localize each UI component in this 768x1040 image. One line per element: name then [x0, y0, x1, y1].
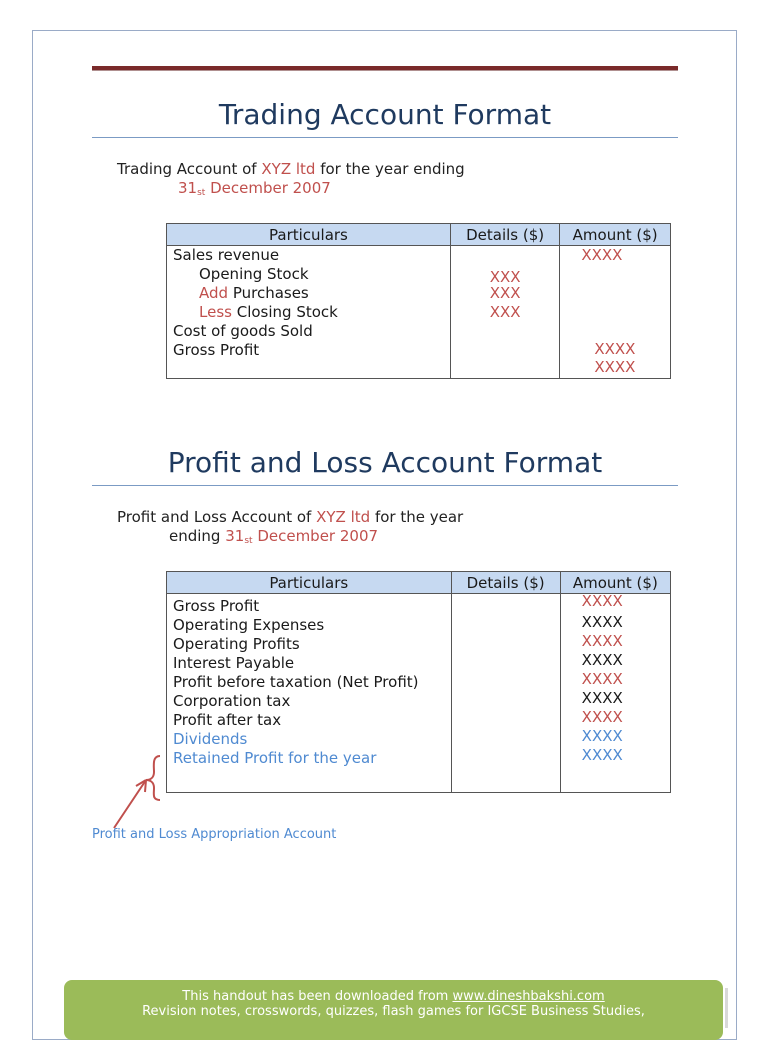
pl-amount-cell: [560, 594, 670, 793]
trading-body-row: [167, 246, 671, 379]
pl-row-label: Profit before taxation (Net Profit): [173, 673, 419, 691]
pl-row-label: Corporation tax: [173, 692, 291, 710]
amount-sales: XXXX: [581, 246, 623, 264]
footer-banner: [64, 980, 723, 1040]
pl-table: [166, 571, 671, 793]
pl-particulars-cell: [167, 594, 452, 793]
trading-amount-cell: [560, 246, 671, 379]
row-gross-profit: Gross Profit: [173, 341, 260, 359]
detail-value: XXX: [489, 303, 521, 321]
pl-title: Profit and Loss Account Format: [167, 446, 603, 479]
header-details: Details ($): [450, 224, 559, 246]
appropriation-arrow-icon: [108, 752, 168, 832]
add-word: Add: [199, 284, 229, 302]
row-sales-revenue: Sales revenue: [173, 246, 280, 264]
row-opening-stock: Opening Stock: [199, 265, 309, 283]
trading-intro-prefix: Trading Account of: [117, 160, 262, 178]
trading-intro-date: [117, 179, 331, 197]
header-amount: Amount ($): [560, 224, 671, 246]
footer-line-1: [64, 989, 723, 1004]
pl-intro-ending: ending: [169, 527, 226, 545]
trading-particulars-cell: [167, 246, 451, 379]
footer-line-2: Revision notes, crosswords, quizzes, flash games for IGCSE Business Studies,: [142, 1004, 645, 1019]
trading-header-row: [167, 224, 671, 246]
footer-prefix: This handout has been downloaded from: [182, 989, 453, 1004]
date-rest: December 2007: [205, 179, 331, 197]
trading-table: [166, 223, 671, 379]
pl-details-cell: [451, 594, 560, 793]
header-particulars: Particulars: [167, 224, 451, 246]
pl-row-label: Interest Payable: [173, 654, 295, 672]
trading-intro-suffix: for the year ending: [315, 160, 465, 178]
date-day: 31: [178, 179, 198, 197]
date-ordinal: st: [197, 188, 206, 198]
pl-row-label-retained-profit: Retained Profit for the year: [173, 749, 377, 767]
pl-intro-date: [225, 527, 378, 545]
pl-amount: XXXX: [581, 592, 623, 610]
header-details: Details ($): [451, 572, 560, 594]
pl-amount: XXXX: [581, 708, 623, 726]
row-cogs: Cost of goods Sold: [173, 322, 313, 340]
pl-amount: XXXX: [581, 651, 623, 669]
pl-intro-prefix: Profit and Loss Account of: [117, 508, 317, 526]
pl-amount: XXXX: [581, 670, 623, 688]
pl-amount: XXXX: [581, 613, 623, 631]
top-rule: [92, 66, 678, 71]
trading-title-underline: [92, 137, 678, 138]
closing-stock-text: Closing Stock: [231, 303, 338, 321]
pl-row-label: Operating Profits: [173, 635, 300, 653]
pl-row-label: Gross Profit: [173, 597, 260, 615]
purchases-text: Purchases: [228, 284, 309, 302]
pl-amount: XXXX: [581, 689, 623, 707]
footer-link[interactable]: www.dineshbakshi.com: [452, 989, 605, 1004]
date-rest: December 2007: [252, 527, 379, 545]
detail-value: XXX: [489, 284, 521, 302]
pl-amount: XXXX: [581, 727, 623, 745]
detail-value: XXX: [489, 268, 521, 286]
pl-row-label: Operating Expenses: [173, 616, 325, 634]
pl-intro: [117, 508, 463, 551]
pl-row-label: Profit after tax: [173, 711, 282, 729]
row-closing-stock: [167, 303, 450, 322]
footer-scroll-edge: [725, 988, 728, 1028]
header-particulars: Particulars: [167, 572, 452, 594]
pl-amount: XXXX: [581, 746, 623, 764]
appropriation-label: Profit and Loss Appropriation Account: [92, 827, 337, 842]
pl-row-label-dividends: Dividends: [173, 730, 248, 748]
pl-body-row: [167, 594, 671, 793]
trading-details-cell: [450, 246, 559, 379]
pl-title-underline: [92, 485, 678, 486]
trading-title: Trading Account Format: [218, 98, 552, 131]
amount-cogs: XXXX: [594, 340, 636, 358]
date-ordinal: st: [244, 536, 253, 546]
header-amount: Amount ($): [560, 572, 670, 594]
less-word: Less: [199, 303, 232, 321]
amount-gross-profit: XXXX: [594, 358, 636, 376]
trading-intro-company: XYZ ltd: [261, 160, 316, 178]
row-purchases: [167, 284, 450, 303]
date-day: 31: [225, 527, 245, 545]
pl-header-row: [167, 572, 671, 594]
pl-amount: XXXX: [581, 632, 623, 650]
pl-intro-company: XYZ ltd: [316, 508, 371, 526]
trading-intro: [117, 160, 465, 203]
pl-intro-suffix: for the year: [370, 508, 464, 526]
